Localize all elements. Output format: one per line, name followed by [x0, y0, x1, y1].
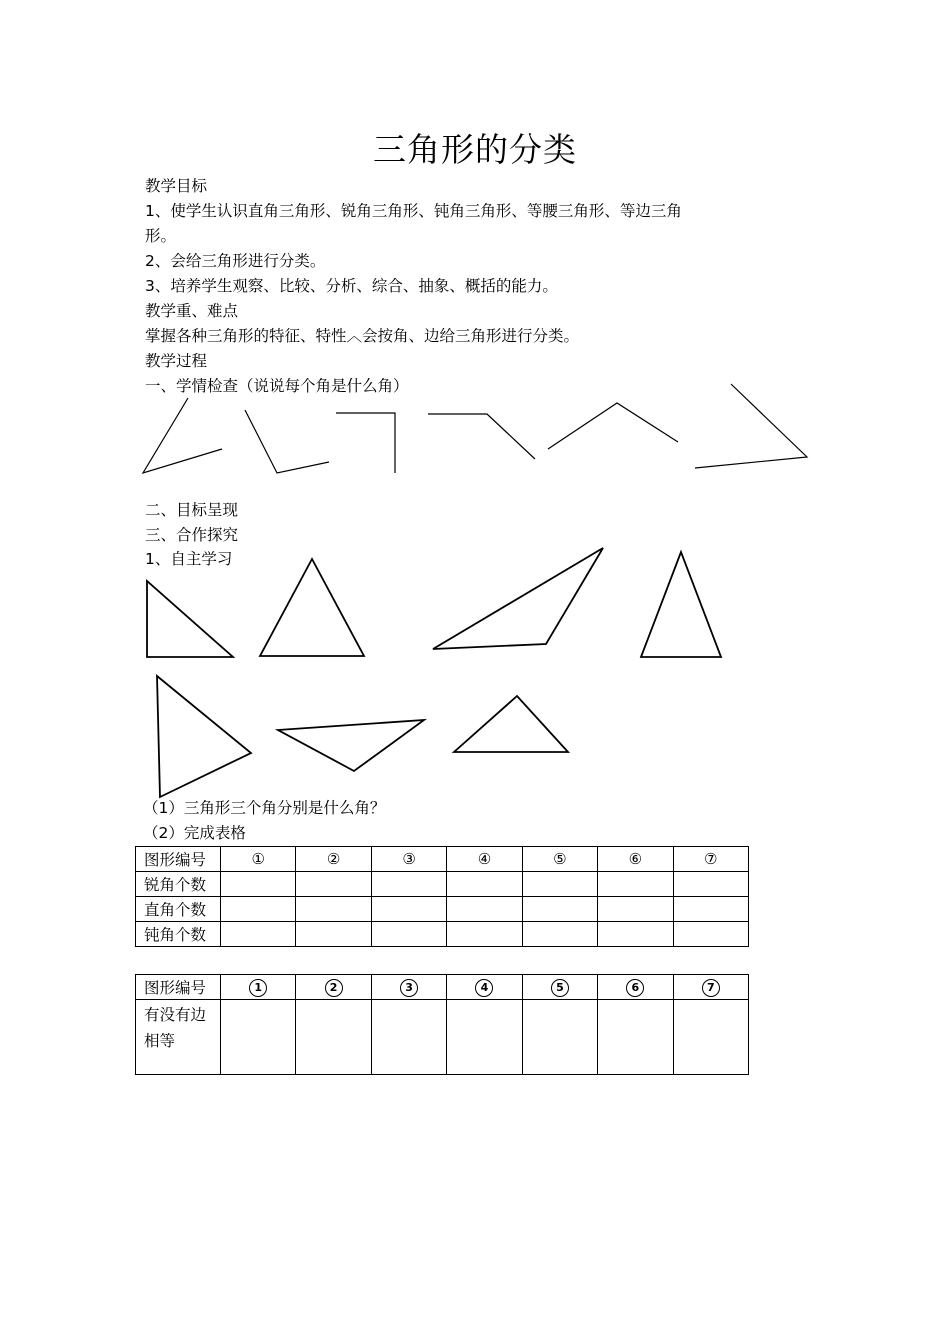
circled-number: 7: [702, 979, 720, 997]
self-study-heading: 1、自主学习: [145, 550, 233, 568]
angle-2: [245, 410, 329, 473]
question-2: （2）完成表格: [143, 824, 246, 842]
answer-cell[interactable]: [598, 897, 673, 922]
triangle-4: [641, 552, 721, 657]
table-header-cell: ②: [296, 847, 371, 872]
table-header-cell: ⑦: [673, 847, 748, 872]
answer-cell[interactable]: [673, 897, 748, 922]
answer-cell[interactable]: [296, 1000, 371, 1075]
triangle-3: [433, 548, 603, 649]
answer-cell[interactable]: [221, 1000, 296, 1075]
answer-cell[interactable]: [522, 872, 597, 897]
table-header-cell: 图形编号: [136, 847, 221, 872]
answer-cell[interactable]: [371, 872, 446, 897]
answer-cell[interactable]: [447, 872, 522, 897]
table-header-cell: ①: [221, 847, 296, 872]
table-header-cell: [371, 975, 446, 1000]
circled-number: 5: [551, 979, 569, 997]
table-row: [136, 847, 749, 872]
answer-cell[interactable]: [673, 872, 748, 897]
step-1-heading: 一、学情检查（说说每个角是什么角）: [145, 377, 409, 395]
table-header-cell: [296, 975, 371, 1000]
angle-1: [143, 398, 222, 473]
answer-cell[interactable]: [371, 1000, 446, 1075]
answer-cell[interactable]: [522, 897, 597, 922]
answer-cell[interactable]: [296, 872, 371, 897]
goal-1-line-b: 形。: [145, 227, 177, 245]
table-row: [136, 872, 749, 897]
table-row: [136, 975, 749, 1000]
answer-cell[interactable]: [221, 872, 296, 897]
circled-number: 1: [249, 979, 267, 997]
answer-cell[interactable]: [371, 897, 446, 922]
table-header-cell: ⑥: [598, 847, 673, 872]
circled-number: 6: [626, 979, 644, 997]
key-heading: 教学重、难点: [145, 302, 239, 320]
step-3-heading: 三、合作探究: [145, 526, 239, 544]
answer-cell[interactable]: [447, 1000, 522, 1075]
triangle-7: [454, 696, 568, 752]
table-header-cell: [447, 975, 522, 1000]
step-2-heading: 二、目标呈现: [145, 501, 239, 519]
angle-6: [695, 384, 807, 468]
question-1: （1）三角形三个角分别是什么角？: [143, 799, 386, 817]
table-header-cell: ③: [371, 847, 446, 872]
table-header-cell: [598, 975, 673, 1000]
table-header-cell: ④: [447, 847, 522, 872]
answer-cell[interactable]: [598, 872, 673, 897]
key-text: 掌握各种三角形的特征、特性︿会按角、边给三角形进行分类。: [145, 327, 580, 345]
table-header-cell: [673, 975, 748, 1000]
row-label: 钝角个数: [136, 922, 221, 947]
circled-number: 2: [325, 979, 343, 997]
table-header-cell: ⑤: [522, 847, 597, 872]
triangle-1: [147, 581, 233, 657]
goals-heading: 教学目标: [145, 177, 208, 195]
table-row: [136, 897, 749, 922]
row-label: 有没有边相等: [136, 1000, 221, 1075]
goal-3: 3、培养学生观察、比较、分析、综合、抽象、概括的能力。: [145, 277, 558, 295]
row-label: 锐角个数: [136, 872, 221, 897]
page-title: 三角形的分类: [373, 130, 577, 169]
answer-cell[interactable]: [371, 922, 446, 947]
goal-1-line-a: 1、使学生认识直角三角形、锐角三角形、钝角三角形、等腰三角形、等边三角: [145, 202, 682, 220]
answer-cell[interactable]: [522, 922, 597, 947]
answer-cell[interactable]: [522, 1000, 597, 1075]
table-row: [136, 922, 749, 947]
triangle-6: [278, 720, 424, 771]
answer-cell[interactable]: [598, 1000, 673, 1075]
table-header-cell: [221, 975, 296, 1000]
angle-3: [336, 413, 395, 473]
angle-5: [548, 403, 678, 449]
side-equality-table: [135, 974, 749, 1075]
circled-number: 3: [400, 979, 418, 997]
goal-2: 2、会给三角形进行分类。: [145, 252, 326, 270]
table-header-cell: 图形编号: [136, 975, 221, 1000]
circled-number: 4: [475, 979, 493, 997]
process-heading: 教学过程: [145, 352, 208, 370]
answer-cell[interactable]: [296, 897, 371, 922]
answer-cell[interactable]: [221, 897, 296, 922]
answer-cell[interactable]: [598, 922, 673, 947]
table-header-cell: [522, 975, 597, 1000]
answer-cell[interactable]: [296, 922, 371, 947]
angle-count-table: [135, 846, 749, 947]
answer-cell[interactable]: [221, 922, 296, 947]
answer-cell[interactable]: [447, 897, 522, 922]
triangle-5: [157, 676, 251, 797]
triangle-2: [260, 559, 364, 656]
answer-cell[interactable]: [673, 922, 748, 947]
angle-4: [428, 414, 535, 459]
table-row: [136, 1000, 749, 1075]
answer-cell[interactable]: [673, 1000, 748, 1075]
row-label: 直角个数: [136, 897, 221, 922]
answer-cell[interactable]: [447, 922, 522, 947]
